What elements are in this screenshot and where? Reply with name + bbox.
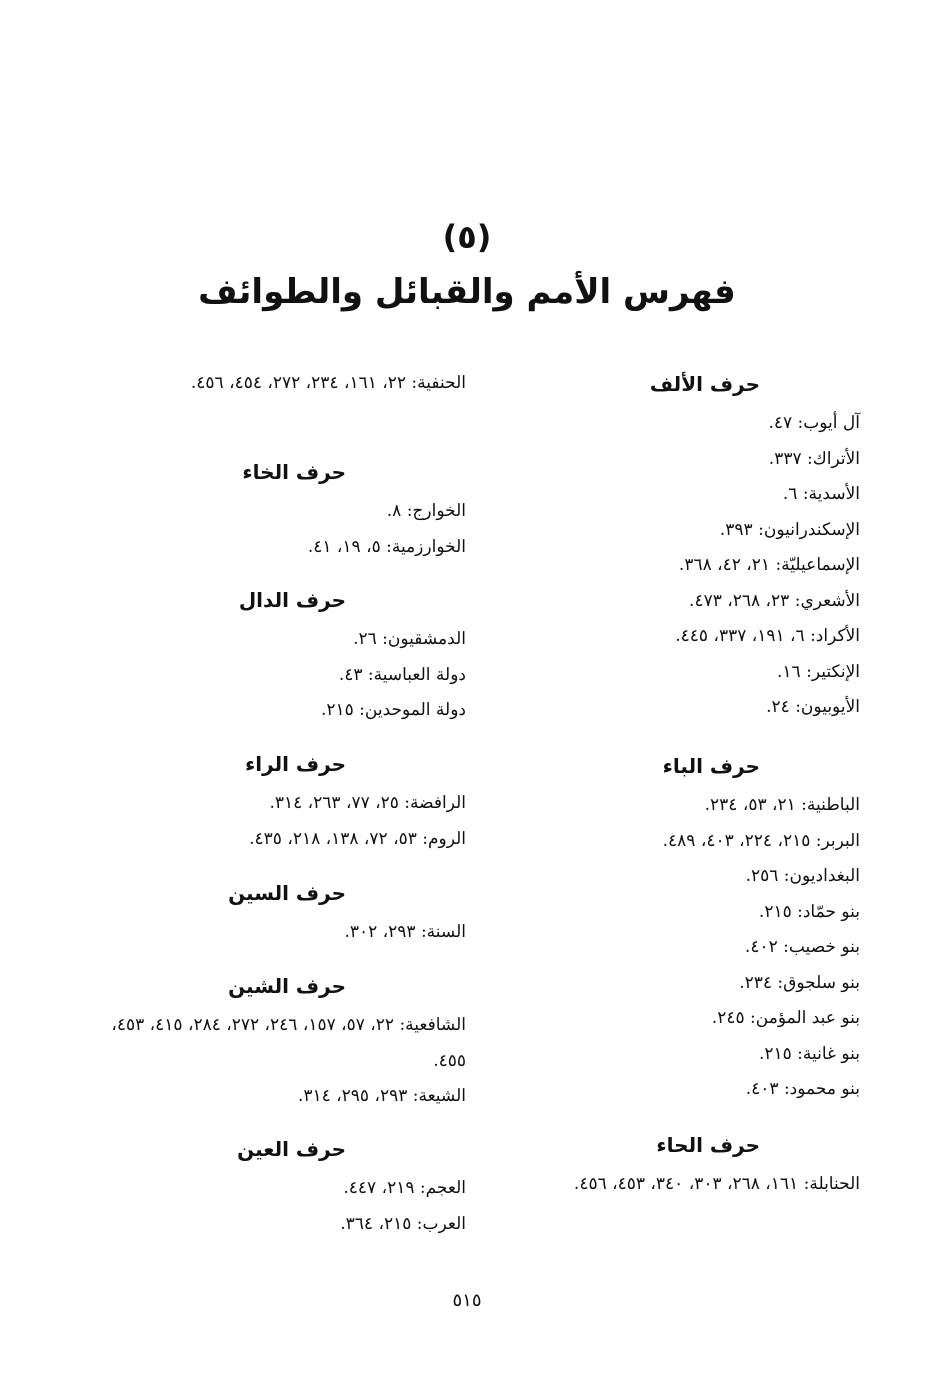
index-entry: بنو غانية: ٢١٥. xyxy=(758,1043,860,1064)
section-hanafiyya xyxy=(86,366,466,402)
page-title: فهرس الأمم والقبائل والطوائف xyxy=(198,272,736,312)
index-entry: بنو عبد المؤمن: ٢٤٥. xyxy=(711,1008,860,1028)
section-heading: حرف الشين xyxy=(228,974,346,998)
index-entry: آل أيوب: ٤٧. xyxy=(768,413,860,433)
section-heading: حرف السين xyxy=(228,881,346,905)
section-heading: حرف الحاء xyxy=(656,1133,760,1157)
index-entry: بنو محمود: ٤٠٣. xyxy=(745,1079,860,1099)
index-entry: الأشعري: ٢٣، ٢٦٨، ٤٧٣. xyxy=(689,590,860,611)
index-entry: الرافضة: ٢٥، ٧٧، ٢٦٣، ٣١٤. xyxy=(269,793,466,813)
section-ra xyxy=(86,742,466,857)
index-entry: الدمشقيون: ٢٦. xyxy=(353,629,466,649)
section-ain xyxy=(86,1127,466,1242)
index-entry: الإسكندرانيون: ٣٩٣. xyxy=(719,519,860,540)
index-entry: الحنفية: ٢٢، ١٦١، ٢٣٤، ٢٧٢، ٤٥٤، ٤٥٦. xyxy=(190,373,466,393)
index-entry: العرب: ٢١٥، ٣٦٤. xyxy=(340,1213,466,1234)
section-sin xyxy=(86,871,466,951)
index-entry: الأكراد: ٦، ١٩١، ٣٣٧، ٤٤٥. xyxy=(675,626,860,646)
index-entry: بنو خصيب: ٤٠٢. xyxy=(744,937,860,957)
index-entry: بنو سلجوق: ٢٣٤. xyxy=(739,972,860,993)
index-entry: الإنكتير: ١٦. xyxy=(777,661,860,682)
section-heading: حرف الخاء xyxy=(242,460,346,484)
index-entry: البغداديون: ٢٥٦. xyxy=(745,866,860,886)
index-entry: الشافعية: ٢٢، ٥٧، ١٥٧، ٢٤٦، ٢٧٢، ٢٨٤، ٤١٥، ٤٥٣، ٤٥٥. xyxy=(111,1015,466,1071)
index-entry: الباطنية: ٢١، ٥٣، ٢٣٤. xyxy=(704,795,860,815)
index-entry: الأسدية: ٦. xyxy=(782,484,860,504)
section-heading: حرف العين xyxy=(237,1137,346,1161)
section-heading: حرف الباء xyxy=(662,754,760,778)
index-entry: الروم: ٥٣، ٧٢، ١٣٨، ٢١٨، ٤٣٥. xyxy=(249,828,466,849)
index-entry: الأيوبيون: ٢٤. xyxy=(766,697,860,717)
index-entry: الشيعة: ٢٩٣، ٢٩٥، ٣١٤. xyxy=(297,1086,466,1106)
index-entry: العجم: ٢١٩، ٤٤٧. xyxy=(343,1178,466,1198)
section-heading: حرف الألف xyxy=(649,372,760,396)
section-kha xyxy=(86,450,466,565)
index-entry: الحنابلة: ١٦١، ٢٦٨، ٣٠٣، ٣٤٠، ٤٥٣، ٤٥٦. xyxy=(573,1174,860,1194)
section-alif xyxy=(530,362,860,726)
section-shin xyxy=(86,964,466,1115)
index-entry: البربر: ٢١٥، ٢٢٤، ٤٠٣، ٤٨٩. xyxy=(662,830,860,851)
index-entry: الأتراك: ٣٣٧. xyxy=(768,448,860,469)
index-entry: الخوارزمية: ٥، ١٩، ٤١. xyxy=(307,536,466,557)
index-entry: دولة الموحدين: ٢١٥. xyxy=(320,700,466,720)
index-entry: الخوارج: ٨. xyxy=(386,501,466,521)
section-ba xyxy=(530,744,860,1108)
index-entry: دولة العباسية: ٤٣. xyxy=(338,664,466,685)
index-entry: بنو حمّاد: ٢١٥. xyxy=(758,901,860,922)
section-ha xyxy=(530,1123,860,1203)
page-number: ٥١٥ xyxy=(452,1290,482,1311)
index-entry: السنة: ٢٩٣، ٣٠٢. xyxy=(344,922,466,942)
section-heading: حرف الدال xyxy=(238,588,346,612)
section-dal xyxy=(86,578,466,729)
index-entry: الإسماعيليّة: ٢١، ٤٢، ٣٦٨. xyxy=(678,555,860,575)
section-number: (٥) xyxy=(442,218,492,256)
section-heading: حرف الراء xyxy=(245,752,346,776)
